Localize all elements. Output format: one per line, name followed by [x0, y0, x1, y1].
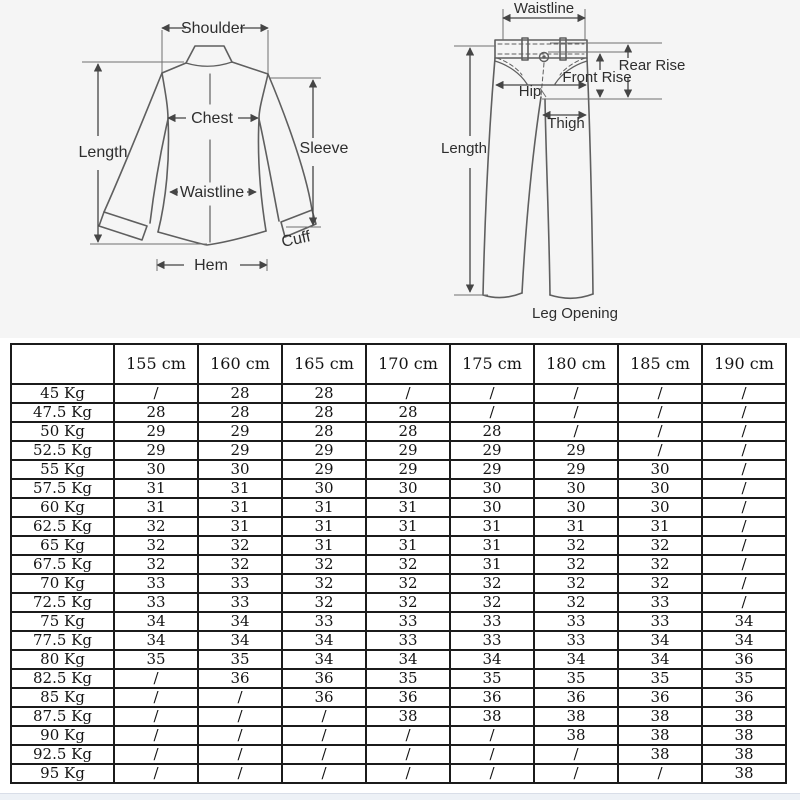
- weight-row-header: 65 Kg: [11, 536, 114, 555]
- table-row: [11, 726, 786, 745]
- size-cell: 38: [702, 726, 786, 745]
- size-cell: 33: [618, 593, 702, 612]
- size-cell: 28: [366, 422, 450, 441]
- size-cell: /: [366, 745, 450, 764]
- table-row: [11, 498, 786, 517]
- size-cell: 29: [366, 460, 450, 479]
- size-cell: /: [702, 536, 786, 555]
- size-cell: /: [450, 764, 534, 783]
- size-cell: 38: [534, 707, 618, 726]
- size-cell: 38: [366, 707, 450, 726]
- weight-row-header: 50 Kg: [11, 422, 114, 441]
- size-cell: 35: [198, 650, 282, 669]
- table-row: [11, 631, 786, 650]
- size-cell: 33: [114, 593, 198, 612]
- weight-row-header: 77.5 Kg: [11, 631, 114, 650]
- shirt-label-chest: Chest: [191, 110, 233, 127]
- size-cell: /: [702, 517, 786, 536]
- shirt-label-hem: Hem: [194, 257, 228, 274]
- size-cell: 35: [534, 669, 618, 688]
- size-cell: 31: [534, 517, 618, 536]
- size-cell: /: [534, 384, 618, 403]
- size-cell: 32: [534, 574, 618, 593]
- size-cell: /: [198, 707, 282, 726]
- size-cell: 33: [534, 631, 618, 650]
- size-cell: 36: [450, 688, 534, 707]
- size-cell: /: [450, 726, 534, 745]
- size-cell: 29: [114, 422, 198, 441]
- size-cell: 38: [702, 745, 786, 764]
- height-column-header: 155 cm: [114, 344, 198, 384]
- weight-row-header: 62.5 Kg: [11, 517, 114, 536]
- weight-row-header: 60 Kg: [11, 498, 114, 517]
- size-cell: 31: [114, 479, 198, 498]
- size-cell: /: [618, 422, 702, 441]
- height-column-header: 165 cm: [282, 344, 366, 384]
- size-cell: /: [702, 498, 786, 517]
- weight-row-header: 80 Kg: [11, 650, 114, 669]
- size-cell: /: [198, 745, 282, 764]
- size-cell: 29: [198, 422, 282, 441]
- size-cell: 31: [366, 517, 450, 536]
- size-cell: 33: [198, 574, 282, 593]
- size-cell: 32: [618, 574, 702, 593]
- size-table-body: [11, 384, 786, 783]
- size-cell: 29: [114, 441, 198, 460]
- size-cell: 32: [114, 517, 198, 536]
- size-cell: 29: [534, 460, 618, 479]
- size-cell: 38: [618, 707, 702, 726]
- size-cell: 31: [114, 498, 198, 517]
- pants-measurement-diagram: [400, 0, 800, 338]
- size-cell: 35: [450, 669, 534, 688]
- size-cell: 34: [114, 612, 198, 631]
- weight-row-header: 92.5 Kg: [11, 745, 114, 764]
- size-cell: 38: [534, 726, 618, 745]
- size-cell: /: [114, 669, 198, 688]
- table-row: [11, 479, 786, 498]
- weight-row-header: 70 Kg: [11, 574, 114, 593]
- size-cell: 30: [618, 460, 702, 479]
- size-cell: 32: [282, 574, 366, 593]
- table-row: [11, 384, 786, 403]
- size-cell: /: [114, 764, 198, 783]
- table-row: [11, 555, 786, 574]
- pants-label-leg-opening: Leg Opening: [532, 305, 618, 322]
- size-cell: /: [114, 688, 198, 707]
- shirt-label-cuff: Cuff: [280, 228, 313, 251]
- size-cell: 34: [114, 631, 198, 650]
- size-cell: /: [618, 764, 702, 783]
- size-cell: /: [282, 707, 366, 726]
- size-cell: 35: [618, 669, 702, 688]
- size-cell: 28: [366, 403, 450, 422]
- size-cell: /: [366, 726, 450, 745]
- weight-row-header: 75 Kg: [11, 612, 114, 631]
- size-cell: 31: [366, 536, 450, 555]
- size-cell: /: [366, 384, 450, 403]
- size-cell: 33: [450, 612, 534, 631]
- size-cell: 33: [534, 612, 618, 631]
- size-cell: 34: [198, 631, 282, 650]
- size-cell: 32: [366, 555, 450, 574]
- table-row: [11, 650, 786, 669]
- size-cell: 36: [282, 669, 366, 688]
- size-cell: /: [702, 555, 786, 574]
- weight-row-header: 52.5 Kg: [11, 441, 114, 460]
- table-row: [11, 422, 786, 441]
- size-cell: 32: [282, 593, 366, 612]
- weight-row-header: 45 Kg: [11, 384, 114, 403]
- size-cell: 29: [198, 441, 282, 460]
- table-row: [11, 688, 786, 707]
- size-cell: 30: [618, 479, 702, 498]
- size-cell: 29: [282, 460, 366, 479]
- size-cell: 33: [450, 631, 534, 650]
- size-cell: 30: [618, 498, 702, 517]
- size-cell: 28: [198, 384, 282, 403]
- size-cell: 31: [366, 498, 450, 517]
- table-row: [11, 536, 786, 555]
- shirt-label-waistline: Waistline: [179, 184, 245, 201]
- pants-label-rear-rise: Rear Rise: [618, 57, 686, 74]
- table-row: [11, 669, 786, 688]
- pants-label-waistline: Waistline: [513, 0, 575, 17]
- size-cell: 33: [618, 612, 702, 631]
- weight-row-header: 85 Kg: [11, 688, 114, 707]
- size-cell: /: [198, 764, 282, 783]
- size-cell: 34: [198, 612, 282, 631]
- size-cell: 28: [282, 384, 366, 403]
- weight-row-header: 82.5 Kg: [11, 669, 114, 688]
- size-cell: /: [702, 460, 786, 479]
- size-cell: 32: [618, 536, 702, 555]
- size-cell: /: [366, 764, 450, 783]
- pants-label-thigh: Thigh: [547, 115, 585, 132]
- size-cell: 31: [282, 517, 366, 536]
- size-cell: /: [534, 403, 618, 422]
- size-cell: 34: [618, 650, 702, 669]
- height-column-header: 170 cm: [366, 344, 450, 384]
- size-cell: 38: [618, 726, 702, 745]
- size-cell: 34: [366, 650, 450, 669]
- measurement-diagrams-section: [0, 0, 800, 338]
- size-cell: 28: [114, 403, 198, 422]
- size-cell: 34: [282, 631, 366, 650]
- size-cell: 34: [534, 650, 618, 669]
- size-cell: 28: [450, 422, 534, 441]
- height-column-header: 160 cm: [198, 344, 282, 384]
- height-column-header: 175 cm: [450, 344, 534, 384]
- weight-row-header: 55 Kg: [11, 460, 114, 479]
- height-column-header: 180 cm: [534, 344, 618, 384]
- weight-row-header: 47.5 Kg: [11, 403, 114, 422]
- size-cell: 31: [282, 536, 366, 555]
- size-cell: 36: [618, 688, 702, 707]
- height-column-header: 185 cm: [618, 344, 702, 384]
- size-cell: /: [534, 745, 618, 764]
- table-row: [11, 745, 786, 764]
- size-cell: 30: [534, 479, 618, 498]
- size-cell: 31: [198, 517, 282, 536]
- shirt-label-shoulder: Shoulder: [180, 20, 246, 37]
- size-cell: /: [702, 384, 786, 403]
- corner-cell: [11, 344, 114, 384]
- size-cell: 29: [282, 441, 366, 460]
- size-cell: 36: [534, 688, 618, 707]
- size-cell: /: [450, 384, 534, 403]
- size-cell: /: [702, 441, 786, 460]
- size-cell: 32: [450, 593, 534, 612]
- weight-row-header: 95 Kg: [11, 764, 114, 783]
- size-cell: 34: [702, 612, 786, 631]
- size-cell: 32: [534, 555, 618, 574]
- size-cell: 38: [702, 764, 786, 783]
- size-cell: /: [534, 422, 618, 441]
- size-cell: /: [702, 574, 786, 593]
- weight-row-header: 67.5 Kg: [11, 555, 114, 574]
- size-cell: 29: [450, 460, 534, 479]
- size-cell: 33: [114, 574, 198, 593]
- size-cell: 32: [198, 536, 282, 555]
- size-cell: 31: [450, 555, 534, 574]
- size-cell: 33: [198, 593, 282, 612]
- size-cell: /: [702, 479, 786, 498]
- size-cell: /: [450, 745, 534, 764]
- size-cell: 30: [450, 498, 534, 517]
- size-cell: 34: [702, 631, 786, 650]
- size-cell: /: [534, 764, 618, 783]
- size-table: [10, 343, 787, 784]
- weight-row-header: 72.5 Kg: [11, 593, 114, 612]
- size-cell: /: [702, 593, 786, 612]
- size-cell: 32: [450, 574, 534, 593]
- size-cell: 36: [702, 650, 786, 669]
- table-row: [11, 574, 786, 593]
- size-cell: 35: [366, 669, 450, 688]
- size-cell: 30: [450, 479, 534, 498]
- size-cell: 33: [366, 612, 450, 631]
- size-cell: 38: [702, 707, 786, 726]
- size-cell: /: [618, 441, 702, 460]
- weight-row-header: 87.5 Kg: [11, 707, 114, 726]
- size-cell: 31: [282, 498, 366, 517]
- size-cell: 29: [450, 441, 534, 460]
- size-cell: 35: [114, 650, 198, 669]
- size-cell: 29: [534, 441, 618, 460]
- size-cell: 28: [282, 422, 366, 441]
- size-cell: 28: [282, 403, 366, 422]
- size-cell: 35: [702, 669, 786, 688]
- size-cell: /: [198, 688, 282, 707]
- size-cell: /: [282, 726, 366, 745]
- bottom-strip: [0, 793, 800, 800]
- size-cell: 31: [618, 517, 702, 536]
- size-cell: 28: [198, 403, 282, 422]
- size-cell: 36: [366, 688, 450, 707]
- size-cell: 34: [282, 650, 366, 669]
- size-cell: /: [618, 403, 702, 422]
- shirt-label-sleeve: Sleeve: [299, 140, 349, 157]
- shirt-outline: [99, 46, 316, 245]
- shirt-measurement-diagram: [0, 0, 400, 338]
- size-cell: 36: [702, 688, 786, 707]
- pants-label-length: Length: [441, 140, 487, 157]
- pants-label-hip: Hip: [518, 83, 542, 100]
- weight-row-header: 90 Kg: [11, 726, 114, 745]
- size-cell: 30: [282, 479, 366, 498]
- size-cell: 29: [366, 441, 450, 460]
- size-cell: 32: [198, 555, 282, 574]
- table-row: [11, 441, 786, 460]
- size-cell: 31: [198, 498, 282, 517]
- size-cell: 32: [366, 574, 450, 593]
- size-cell: /: [114, 726, 198, 745]
- table-row: [11, 460, 786, 479]
- table-row: [11, 593, 786, 612]
- size-cell: 31: [450, 536, 534, 555]
- size-cell: /: [114, 384, 198, 403]
- size-cell: /: [114, 745, 198, 764]
- size-cell: 32: [534, 536, 618, 555]
- weight-row-header: 57.5 Kg: [11, 479, 114, 498]
- size-cell: 33: [366, 631, 450, 650]
- shirt-label-length: Length: [78, 144, 128, 161]
- table-row: [11, 612, 786, 631]
- table-row: [11, 403, 786, 422]
- size-cell: 32: [282, 555, 366, 574]
- pants-label-front-rise: Front Rise: [562, 69, 632, 86]
- size-cell: /: [618, 384, 702, 403]
- size-cell: 32: [534, 593, 618, 612]
- size-cell: /: [282, 764, 366, 783]
- height-column-header: 190 cm: [702, 344, 786, 384]
- size-cell: 31: [198, 479, 282, 498]
- size-cell: /: [114, 707, 198, 726]
- table-row: [11, 517, 786, 536]
- size-cell: 31: [450, 517, 534, 536]
- size-cell: /: [282, 745, 366, 764]
- size-cell: 32: [618, 555, 702, 574]
- size-cell: 34: [450, 650, 534, 669]
- size-table-head-row: [11, 344, 786, 384]
- size-cell: /: [198, 726, 282, 745]
- size-cell: 30: [366, 479, 450, 498]
- size-cell: 34: [618, 631, 702, 650]
- size-cell: 38: [618, 745, 702, 764]
- size-cell: 30: [198, 460, 282, 479]
- size-cell: 38: [450, 707, 534, 726]
- size-cell: 30: [534, 498, 618, 517]
- size-cell: /: [702, 403, 786, 422]
- size-cell: 36: [282, 688, 366, 707]
- size-cell: 32: [114, 555, 198, 574]
- size-cell: 32: [114, 536, 198, 555]
- size-cell: 30: [114, 460, 198, 479]
- size-cell: 36: [198, 669, 282, 688]
- table-row: [11, 764, 786, 783]
- size-cell: 32: [366, 593, 450, 612]
- size-cell: 33: [282, 612, 366, 631]
- size-cell: /: [702, 422, 786, 441]
- table-row: [11, 707, 786, 726]
- size-cell: /: [450, 403, 534, 422]
